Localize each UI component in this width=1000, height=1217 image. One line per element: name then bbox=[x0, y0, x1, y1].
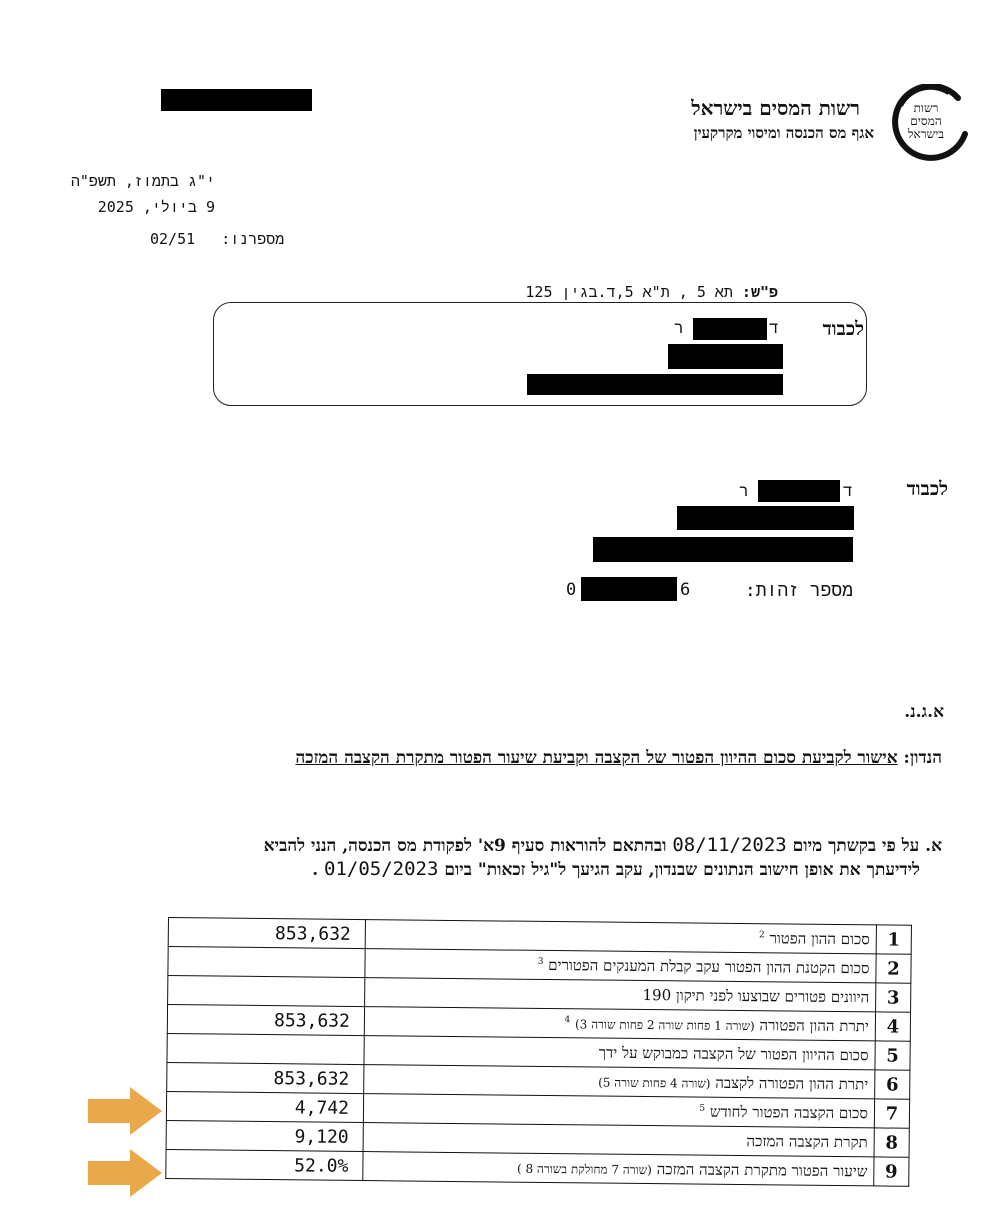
redaction-id bbox=[581, 577, 677, 601]
pc-label: פ"ש: bbox=[741, 283, 778, 301]
redaction-box-name bbox=[693, 318, 767, 340]
footnote-marker: 3 bbox=[537, 956, 544, 967]
id-end: 0 bbox=[566, 580, 577, 600]
right-arrow-icon bbox=[88, 1087, 162, 1135]
row-note: (שורה 7 מחולקת בשורה 8 ) bbox=[516, 1161, 652, 1177]
row-description-text: יתרת ההון הפטורה bbox=[759, 1015, 869, 1035]
org-department: אגף מס הכנסה ומיסוי מקרקעין bbox=[693, 124, 874, 142]
row-number: 5 bbox=[875, 1041, 910, 1070]
reference-number bbox=[150, 230, 284, 249]
org-name: רשות המסים בישראל bbox=[691, 96, 860, 120]
row-value: 52.0% bbox=[166, 1149, 363, 1180]
row-number: 3 bbox=[876, 983, 911, 1012]
pc-value: תא 5 , ת"א 5,ד.בגין 125 bbox=[525, 283, 733, 301]
calculation-table bbox=[165, 917, 912, 1187]
footnote-marker: 2 bbox=[758, 929, 765, 940]
redaction-recipient-line3 bbox=[593, 537, 853, 562]
row-value: 853,632 bbox=[167, 1062, 364, 1093]
row-value bbox=[168, 947, 365, 978]
row-number: 7 bbox=[874, 1099, 909, 1128]
gregorian-date: 9 ביולי, 2025 bbox=[97, 198, 215, 216]
entitlement-date: 01/05/2023 bbox=[324, 858, 439, 880]
paragraph-line1-b: ובהתאם להוראות סעיף 9א' לפקודת מס הכנסה, הנני להביא bbox=[263, 836, 667, 856]
id-label: מספר זהות: bbox=[744, 580, 853, 601]
recipient-salutation: לכבוד bbox=[906, 478, 948, 500]
greeting: א.ג.נ. bbox=[904, 702, 944, 722]
row-description-text: היוונים פטורים שבוצעו לפני תיקון 190 bbox=[642, 985, 870, 1006]
logo-text-1: רשות bbox=[913, 101, 939, 115]
reference-label: מספרנו: bbox=[221, 230, 285, 248]
tax-authority-logo bbox=[888, 84, 970, 166]
recipient-name-end: ר bbox=[739, 481, 749, 500]
redaction-top bbox=[161, 89, 312, 111]
row-number: 8 bbox=[874, 1128, 909, 1157]
row-value: 4,742 bbox=[166, 1091, 363, 1122]
paragraph-line2-end: . bbox=[312, 860, 319, 880]
logo-text-2: המסים bbox=[910, 114, 942, 128]
paragraph-line-1 bbox=[264, 834, 942, 856]
row-value bbox=[168, 976, 365, 1007]
box-salutation: לכבוד bbox=[822, 318, 864, 340]
row-description-text: תקרת הקצבה המזכה bbox=[746, 1131, 868, 1151]
id-start: 6 bbox=[680, 580, 691, 600]
redaction-box-line3 bbox=[527, 374, 783, 395]
row-value: 853,632 bbox=[168, 918, 365, 949]
paragraph-line1-a: א. על פי בקשתך מיום bbox=[792, 836, 942, 856]
paragraph-line2-a: לידיעתך את אופן חישוב הנתונים שבנדון, עקב הגיעך ל"גיל זכאות" ביום bbox=[444, 860, 920, 880]
subject-line bbox=[295, 748, 942, 768]
footnote-marker: 5 bbox=[699, 1103, 706, 1114]
subject-text: אישור לקביעת סכום ההיוון הפטור של הקצבה וקביעת שיעור הפטור מתקרת הקצבה המזכה bbox=[295, 748, 898, 768]
redaction-recipient-line2 bbox=[677, 506, 854, 530]
row-description bbox=[363, 1152, 874, 1186]
logo-text-3: בישראל bbox=[907, 127, 945, 141]
row-number: 1 bbox=[876, 925, 911, 954]
row-value bbox=[167, 1033, 364, 1064]
footnote-marker: 4 bbox=[564, 1014, 571, 1025]
row-number: 6 bbox=[875, 1070, 910, 1099]
row-description-text: סכום הקטנת ההון הפטור עקב קבלת המענקים הפטורים bbox=[548, 955, 870, 977]
recipient-name-start: ד bbox=[843, 481, 853, 500]
pc-line bbox=[525, 283, 778, 302]
box-name-start: ד bbox=[769, 318, 779, 337]
row-number: 4 bbox=[875, 1012, 910, 1041]
paragraph-line-2 bbox=[312, 858, 920, 880]
hebrew-date: י"ג בתמוז, תשפ"ה bbox=[70, 172, 215, 190]
row-value: 9,120 bbox=[166, 1120, 363, 1151]
box-name-end: ר bbox=[674, 318, 684, 337]
row-number: 2 bbox=[876, 954, 911, 983]
redaction-recipient-name bbox=[758, 480, 840, 502]
reference-value: 02/51 bbox=[150, 230, 196, 248]
subject-label: הנדון: bbox=[903, 748, 942, 768]
row-description-text: יתרת ההון הפטורה לקצבה bbox=[715, 1073, 869, 1093]
row-description-text: סכום הקצבה הפטור לחודש bbox=[709, 1102, 869, 1122]
row-value: 853,632 bbox=[167, 1005, 364, 1036]
row-description-text: סכום ההון הפטור bbox=[769, 928, 870, 948]
row-description-text: שיעור הפטור מתקרת הקצבה המזכה bbox=[656, 1159, 868, 1180]
right-arrow-icon bbox=[88, 1149, 162, 1197]
request-date: 08/11/2023 bbox=[672, 834, 787, 856]
row-description-text: סכום ההיוון הפטור של הקצבה כמבוקש על ידך bbox=[598, 1043, 869, 1064]
row-note: (שורה 1 פחות שורה 2 פחות שורה 3) bbox=[574, 1016, 755, 1033]
row-note: (שורה 4 פחות שורה 5) bbox=[598, 1075, 711, 1091]
row-number: 9 bbox=[874, 1157, 909, 1186]
redaction-box-line2 bbox=[668, 344, 783, 369]
